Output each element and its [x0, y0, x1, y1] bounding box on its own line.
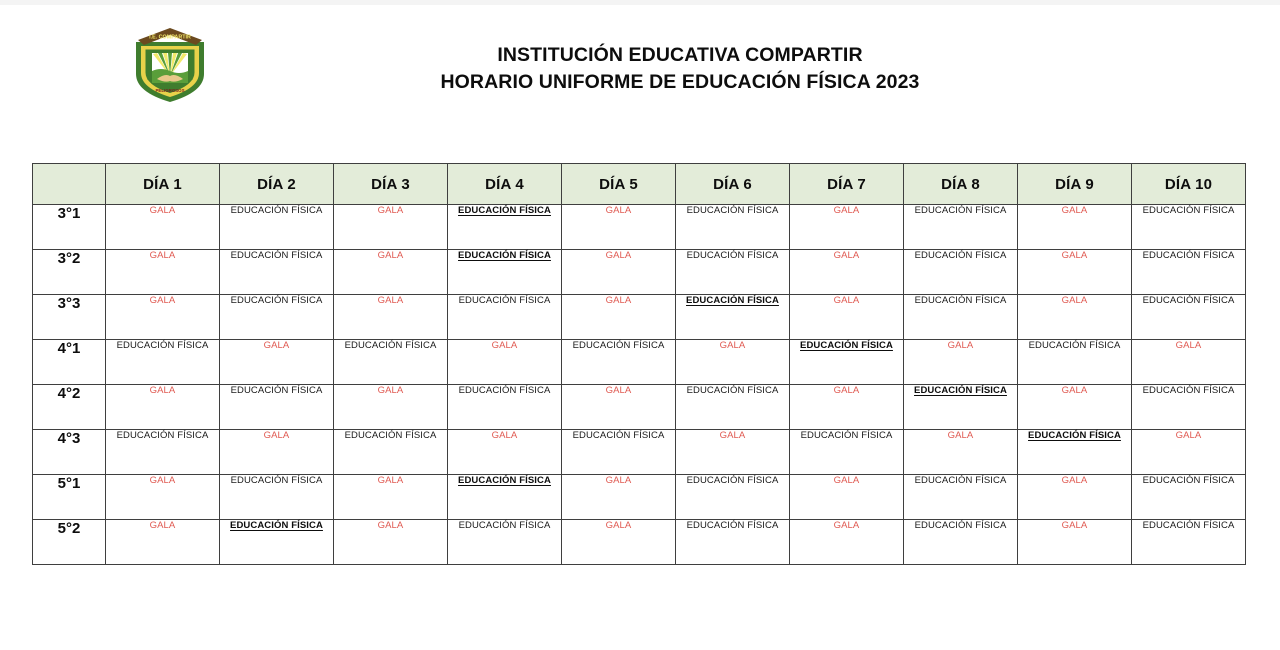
grade-label-cell: 3°1 — [33, 205, 106, 250]
schedule-cell — [106, 475, 220, 520]
schedule-cell — [1018, 250, 1132, 295]
schedule-cell-value: GALA — [947, 430, 974, 441]
header-cell-day-10: DÍA 10 — [1132, 164, 1246, 205]
schedule-cell-value: EDUCACIÓN FÍSICA — [1142, 475, 1235, 486]
schedule-cell-value: EDUCACIÓN FÍSICA — [686, 520, 779, 531]
schedule-cell-value: EDUCACIÓN FÍSICA — [686, 385, 779, 396]
schedule-cell-value: EDUCACIÓN FÍSICA — [1142, 520, 1235, 531]
schedule-cell — [1132, 340, 1246, 385]
schedule-cell — [448, 430, 562, 475]
schedule-cell — [676, 520, 790, 565]
schedule-cell — [1018, 295, 1132, 340]
schedule-cell-value: GALA — [377, 295, 404, 306]
schedule-cell — [448, 475, 562, 520]
schedule-cell — [1132, 205, 1246, 250]
school-crest-logo — [122, 24, 218, 104]
header-cell-day-6: DÍA 6 — [676, 164, 790, 205]
schedule-cell — [334, 475, 448, 520]
grade-label-cell: 3°2 — [33, 250, 106, 295]
header-cell-day-5: DÍA 5 — [562, 164, 676, 205]
schedule-cell-value: GALA — [377, 475, 404, 486]
table-row — [33, 385, 1246, 430]
schedule-cell — [562, 295, 676, 340]
header-cell-day-1: DÍA 1 — [106, 164, 220, 205]
schedule-cell — [562, 250, 676, 295]
schedule-cell — [106, 250, 220, 295]
schedule-cell — [790, 340, 904, 385]
page-top-strip — [0, 0, 1280, 5]
schedule-cell — [562, 205, 676, 250]
schedule-cell-value: GALA — [149, 205, 176, 216]
table-row — [33, 250, 1246, 295]
schedule-cell — [106, 385, 220, 430]
table-row — [33, 295, 1246, 340]
schedule-cell-value: EDUCACIÓN FÍSICA — [458, 385, 551, 396]
schedule-cell-value: EDUCACIÓN FÍSICA — [1028, 430, 1121, 441]
schedule-cell-value: GALA — [833, 475, 860, 486]
schedule-cell — [1132, 295, 1246, 340]
schedule-cell — [1132, 520, 1246, 565]
schedule-cell — [448, 385, 562, 430]
schedule-cell-value: GALA — [1061, 385, 1088, 396]
schedule-cell — [790, 205, 904, 250]
schedule-cell-value: GALA — [719, 340, 746, 351]
schedule-cell — [220, 475, 334, 520]
schedule-cell-value: EDUCACIÓN FÍSICA — [686, 250, 779, 261]
schedule-cell — [790, 295, 904, 340]
grade-label-cell: 4°1 — [33, 340, 106, 385]
header-cell-day-4: DÍA 4 — [448, 164, 562, 205]
schedule-cell-value: EDUCACIÓN FÍSICA — [230, 205, 323, 216]
schedule-cell-value: GALA — [833, 205, 860, 216]
schedule-cell — [220, 250, 334, 295]
grade-label-cell: 3°3 — [33, 295, 106, 340]
table-row — [33, 475, 1246, 520]
schedule-cell-value: EDUCACIÓN FÍSICA — [914, 385, 1007, 396]
schedule-cell-value: EDUCACIÓN FÍSICA — [458, 295, 551, 306]
schedule-cell — [562, 475, 676, 520]
schedule-cell — [220, 340, 334, 385]
schedule-cell — [904, 340, 1018, 385]
schedule-cell — [1018, 475, 1132, 520]
schedule-cell — [334, 520, 448, 565]
schedule-cell-value: GALA — [1061, 250, 1088, 261]
schedule-cell — [676, 250, 790, 295]
schedule-cell-value: GALA — [833, 295, 860, 306]
schedule-cell-value: EDUCACIÓN FÍSICA — [230, 385, 323, 396]
schedule-cell-value: EDUCACIÓN FÍSICA — [686, 295, 779, 306]
schedule-cell-value: GALA — [833, 520, 860, 531]
schedule-cell — [334, 430, 448, 475]
schedule-cell — [106, 520, 220, 565]
schedule-cell-value: EDUCACIÓN FÍSICA — [230, 520, 323, 531]
schedule-cell — [220, 385, 334, 430]
schedule-cell-value: GALA — [1061, 520, 1088, 531]
schedule-cell-value: EDUCACIÓN FÍSICA — [1142, 205, 1235, 216]
schedule-cell-value: GALA — [719, 430, 746, 441]
table-row — [33, 340, 1246, 385]
schedule-cell-value: GALA — [1061, 205, 1088, 216]
schedule-cell — [334, 205, 448, 250]
schedule-cell-value: GALA — [605, 475, 632, 486]
schedule-cell-value: EDUCACIÓN FÍSICA — [1142, 385, 1235, 396]
schedule-cell-value: GALA — [605, 295, 632, 306]
schedule-cell — [448, 205, 562, 250]
grade-label-cell: 5°1 — [33, 475, 106, 520]
schedule-cell — [334, 340, 448, 385]
title-line-institution: INSTITUCIÓN EDUCATIVA COMPARTIR — [497, 44, 863, 66]
schedule-cell-value: EDUCACIÓN FÍSICA — [914, 295, 1007, 306]
schedule-cell — [334, 250, 448, 295]
schedule-cell — [562, 430, 676, 475]
schedule-sheet — [32, 163, 1245, 565]
schedule-cell — [106, 430, 220, 475]
schedule-cell-value: EDUCACIÓN FÍSICA — [914, 475, 1007, 486]
schedule-cell-value: EDUCACIÓN FÍSICA — [1142, 295, 1235, 306]
schedule-cell-value: EDUCACIÓN FÍSICA — [914, 205, 1007, 216]
schedule-cell-value: EDUCACIÓN FÍSICA — [230, 295, 323, 306]
page-title — [300, 42, 1060, 96]
schedule-cell-value: GALA — [263, 430, 290, 441]
schedule-cell — [676, 385, 790, 430]
header-cell-day-9: DÍA 9 — [1018, 164, 1132, 205]
schedule-cell — [1018, 430, 1132, 475]
grade-label-cell: 4°3 — [33, 430, 106, 475]
schedule-cell-value: EDUCACIÓN FÍSICA — [1028, 340, 1121, 351]
schedule-cell-value: GALA — [833, 250, 860, 261]
schedule-cell — [562, 340, 676, 385]
schedule-table — [32, 163, 1246, 565]
schedule-cell — [790, 250, 904, 295]
schedule-cell — [676, 205, 790, 250]
schedule-cell-value: EDUCACIÓN FÍSICA — [344, 430, 437, 441]
schedule-cell — [106, 340, 220, 385]
schedule-cell-value: GALA — [1061, 295, 1088, 306]
schedule-cell-value: GALA — [605, 205, 632, 216]
schedule-cell — [676, 295, 790, 340]
schedule-cell — [904, 205, 1018, 250]
schedule-cell — [1018, 385, 1132, 430]
schedule-cell — [334, 385, 448, 430]
schedule-cell-value: GALA — [377, 250, 404, 261]
schedule-cell-value: EDUCACIÓN FÍSICA — [230, 250, 323, 261]
schedule-cell-value: GALA — [605, 520, 632, 531]
schedule-cell-value: EDUCACIÓN FÍSICA — [458, 475, 551, 486]
schedule-cell-value: EDUCACIÓN FÍSICA — [800, 430, 893, 441]
schedule-cell — [448, 520, 562, 565]
schedule-cell-value: EDUCACIÓN FÍSICA — [686, 475, 779, 486]
header-row — [33, 164, 1246, 205]
schedule-cell — [904, 520, 1018, 565]
table-row — [33, 520, 1246, 565]
schedule-cell-value: GALA — [1175, 340, 1202, 351]
schedule-cell — [904, 430, 1018, 475]
schedule-cell-value: EDUCACIÓN FÍSICA — [914, 250, 1007, 261]
schedule-cell-value: GALA — [377, 205, 404, 216]
schedule-cell — [220, 295, 334, 340]
schedule-cell-value: GALA — [1175, 430, 1202, 441]
schedule-cell — [790, 475, 904, 520]
table-row — [33, 205, 1246, 250]
schedule-cell-value: EDUCACIÓN FÍSICA — [572, 340, 665, 351]
header-cell-day-8: DÍA 8 — [904, 164, 1018, 205]
schedule-cell — [790, 385, 904, 430]
schedule-cell — [448, 295, 562, 340]
schedule-cell — [220, 205, 334, 250]
schedule-cell-value: EDUCACIÓN FÍSICA — [800, 340, 893, 351]
grade-label-cell: 4°2 — [33, 385, 106, 430]
schedule-cell — [904, 385, 1018, 430]
schedule-cell — [1132, 385, 1246, 430]
schedule-cell-value: GALA — [947, 340, 974, 351]
header-cell-day-7: DÍA 7 — [790, 164, 904, 205]
schedule-cell-value: GALA — [491, 430, 518, 441]
schedule-cell — [790, 430, 904, 475]
schedule-cell — [562, 385, 676, 430]
schedule-cell — [106, 295, 220, 340]
schedule-cell-value: GALA — [149, 520, 176, 531]
schedule-cell-value: EDUCACIÓN FÍSICA — [458, 205, 551, 216]
schedule-cell-value: GALA — [833, 385, 860, 396]
schedule-cell-value: GALA — [605, 250, 632, 261]
schedule-cell — [676, 475, 790, 520]
schedule-cell — [334, 295, 448, 340]
schedule-cell-value: EDUCACIÓN FÍSICA — [914, 520, 1007, 531]
schedule-cell-value: EDUCACIÓN FÍSICA — [116, 340, 209, 351]
schedule-cell — [676, 430, 790, 475]
schedule-cell-value: EDUCACIÓN FÍSICA — [344, 340, 437, 351]
schedule-cell-value: GALA — [377, 520, 404, 531]
schedule-cell — [1132, 475, 1246, 520]
table-body — [33, 205, 1246, 565]
schedule-cell-value: EDUCACIÓN FÍSICA — [1142, 250, 1235, 261]
header-cell-day-2: DÍA 2 — [220, 164, 334, 205]
schedule-cell-value: GALA — [605, 385, 632, 396]
schedule-cell — [562, 520, 676, 565]
schedule-cell — [448, 250, 562, 295]
schedule-cell-value: EDUCACIÓN FÍSICA — [458, 520, 551, 531]
crest-banner-text: I.E. COMPARTIR — [149, 34, 191, 41]
header-cell-day-3: DÍA 3 — [334, 164, 448, 205]
schedule-cell-value: GALA — [149, 295, 176, 306]
schedule-cell-value: EDUCACIÓN FÍSICA — [458, 250, 551, 261]
document-header — [0, 14, 1280, 114]
schedule-cell — [448, 340, 562, 385]
grade-label-cell: 5°2 — [33, 520, 106, 565]
schedule-cell — [220, 430, 334, 475]
schedule-cell-value: GALA — [491, 340, 518, 351]
schedule-cell-value: EDUCACIÓN FÍSICA — [686, 205, 779, 216]
header-corner-cell — [33, 164, 106, 205]
schedule-cell — [106, 205, 220, 250]
schedule-cell-value: EDUCACIÓN FÍSICA — [230, 475, 323, 486]
schedule-cell — [1018, 520, 1132, 565]
schedule-cell-value: GALA — [377, 385, 404, 396]
schedule-cell — [904, 475, 1018, 520]
schedule-cell — [790, 520, 904, 565]
schedule-cell — [904, 295, 1018, 340]
schedule-cell-value: EDUCACIÓN FÍSICA — [572, 430, 665, 441]
schedule-cell — [1018, 205, 1132, 250]
schedule-cell — [904, 250, 1018, 295]
schedule-cell-value: GALA — [263, 340, 290, 351]
schedule-cell — [1018, 340, 1132, 385]
title-line-subject: HORARIO UNIFORME DE EDUCACIÓN FÍSICA 2023 — [440, 71, 920, 93]
schedule-cell-value: EDUCACIÓN FÍSICA — [116, 430, 209, 441]
schedule-cell-value: GALA — [149, 475, 176, 486]
schedule-cell — [220, 520, 334, 565]
schedule-cell — [676, 340, 790, 385]
table-row — [33, 430, 1246, 475]
schedule-cell-value: GALA — [149, 250, 176, 261]
schedule-cell-value: GALA — [1061, 475, 1088, 486]
crest-bottom-text: PELIGROSOS — [155, 88, 185, 93]
schedule-cell-value: GALA — [149, 385, 176, 396]
table-head — [33, 164, 1246, 205]
schedule-cell — [1132, 430, 1246, 475]
schedule-cell — [1132, 250, 1246, 295]
